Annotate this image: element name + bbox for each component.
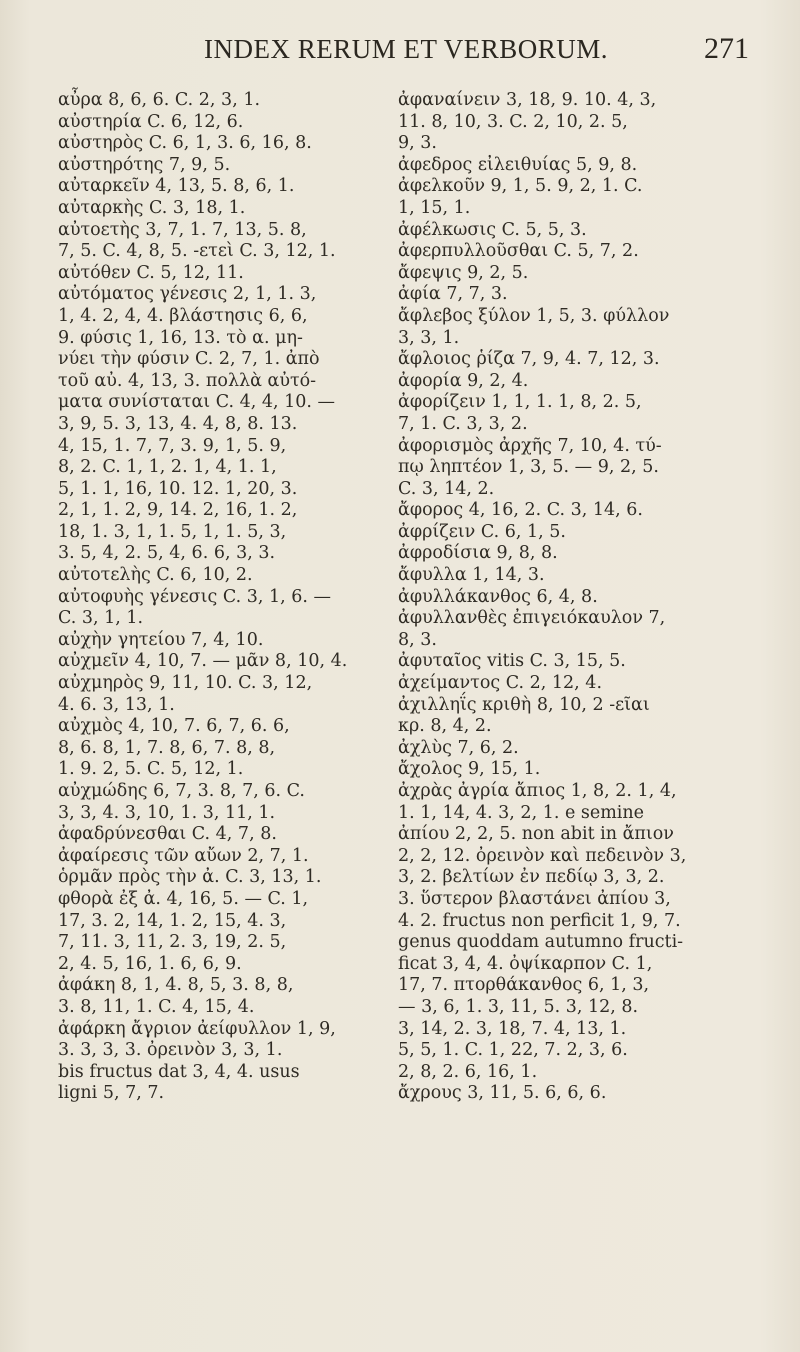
index-line: 7, 1. C. 3, 3, 2. [398, 413, 528, 434]
index-line: αὐχμηρὸς 9, 11, 10. C. 3, 12, [58, 673, 313, 694]
index-line: — 3, 6, 1. 3, 11, 5. 3, 12, 8. [398, 996, 639, 1017]
index-line: 4. 2. fructus non perficit 1, 9, 7. [398, 910, 681, 931]
index-line: C. 3, 14, 2. [398, 478, 495, 499]
index-line: 3. ὕστερον βλαστάνει ἀπίου 3, [398, 888, 671, 909]
index-line: ἄφλεβος ξύλον 1, 5, 3. φύλλον [398, 305, 670, 326]
page-number: 271 [704, 32, 749, 65]
index-line: ματα συνίσταται C. 4, 4, 10. — [58, 392, 336, 413]
index-line: 1. 1, 14, 4. 3, 2, 1. e semine [398, 802, 645, 823]
index-line: C. 3, 1, 1. [58, 608, 144, 629]
index-line: 8, 6. 8, 1, 7. 8, 6, 7. 8, 8, [58, 737, 276, 758]
index-line: ἀφελκοῦν 9, 1, 5. 9, 2, 1. C. [398, 176, 643, 197]
index-line: ἄχρους 3, 11, 5. 6, 6, 6. [398, 1083, 607, 1104]
index-line: 4, 15, 1. 7, 7, 3. 9, 1, 5. 9, [58, 435, 287, 456]
index-line: ἀφροδίσια 9, 8, 8. [398, 543, 558, 564]
index-line: 1. 9. 2, 5. C. 5, 12, 1. [58, 759, 244, 780]
index-line: αὐχμὸς 4, 10, 7. 6, 7, 6. 6, [58, 716, 290, 737]
running-header [0, 30, 800, 70]
index-line: 5, 5, 1. C. 1, 22, 7. 2, 3, 6. [398, 1040, 628, 1061]
index-line: ἀφορία 9, 2, 4. [398, 370, 529, 391]
index-line: ἄχολος 9, 15, 1. [398, 759, 541, 780]
index-line: ἀφυλλάκανθος 6, 4, 8. [398, 586, 598, 607]
index-line: ἀφυλλανθὲς ἐπιγειόκαυλον 7, [398, 608, 666, 629]
index-line: αὐταρκεῖν 4, 13, 5. 8, 6, 1. [58, 176, 295, 197]
index-line: αὐστηρότης 7, 9, 5. [58, 154, 231, 175]
index-line: κρ. 8, 4, 2. [398, 716, 492, 737]
index-line: 3. 5, 4, 2. 5, 4, 6. 6, 3, 3. [58, 543, 276, 564]
index-line: ἀφυταῖος vitis C. 3, 15, 5. [398, 651, 626, 672]
index-line: 4. 6. 3, 13, 1. [58, 694, 175, 715]
index-line: 3, 2. βελτίων ἐν πεδίῳ 3, 3, 2. [398, 867, 665, 888]
index-line: 2, 4. 5, 16, 1. 6, 6, 9. [58, 953, 242, 974]
index-line: ἀφρίζειν C. 6, 1, 5. [398, 521, 566, 542]
index-line: 1, 4. 2, 4, 4. βλάστησις 6, 6, [58, 305, 308, 326]
index-line: 5, 1. 1, 16, 10. 12. 1, 20, 3. [58, 478, 298, 499]
index-line: 3. 8, 11, 1. C. 4, 15, 4. [58, 996, 255, 1017]
index-line: ἀφάκη 8, 1, 4. 8, 5, 3. 8, 8, [58, 975, 294, 996]
index-line: αὐχμεῖν 4, 10, 7. — μᾶν 8, 10, 4. [58, 651, 348, 672]
index-column-right [398, 90, 758, 1105]
index-line: ἀφέλκωσις C. 5, 5, 3. [398, 219, 587, 240]
index-line: αὐτοετὴς 3, 7, 1. 7, 13, 5. 8, [58, 219, 307, 240]
index-line: 3, 3, 4. 3, 10, 1. 3, 11, 1. [58, 802, 276, 823]
index-line: νύει τὴν φύσιν C. 2, 7, 1. ἀπὸ [58, 349, 320, 370]
index-line: ἀχρὰς ἀγρία ἄπιος 1, 8, 2. 1, 4, [398, 781, 677, 801]
index-line: πῳ ληπτέον 1, 3, 5. — 9, 2, 5. [398, 457, 659, 478]
index-line: τοῦ αὐ. 4, 13, 3. πολλὰ αὐτό- [58, 370, 317, 391]
index-line: αὐχὴν γητείου 7, 4, 10. [58, 629, 264, 650]
index-line: 3, 14, 2. 3, 18, 7. 4, 13, 1. [398, 1018, 627, 1039]
index-line: αὐχμώδης 6, 7, 3. 8, 7, 6. C. [58, 781, 305, 801]
index-line: 7, 5. C. 4, 8, 5. -ετεὶ C. 3, 12, 1. [58, 241, 336, 262]
index-line: ἀχιλληΐς κριθὴ 8, 10, 2 -εῖαι [398, 694, 650, 715]
index-line: 3, 9, 5. 3, 13, 4. 4, 8, 8. 13. [58, 413, 298, 434]
index-line: 17, 3. 2, 14, 1. 2, 15, 4. 3, [58, 910, 287, 931]
index-line: 9, 3. [398, 133, 437, 154]
index-line: αὖρα 8, 6, 6. C. 2, 3, 1. [58, 90, 261, 110]
index-line: ἄφορος 4, 16, 2. C. 3, 14, 6. [398, 500, 643, 521]
index-line: 7, 11. 3, 11, 2. 3, 19, 2. 5, [58, 932, 287, 953]
index-line: genus quoddam autumno fructi- [398, 932, 684, 953]
index-line: 2, 8, 2. 6, 16, 1. [398, 1061, 538, 1082]
index-line: ἀφάρκη ἄγριον ἀείφυλλον 1, 9, [58, 1018, 336, 1039]
index-line: αὐταρκὴς C. 3, 18, 1. [58, 197, 246, 218]
index-line: ἀφαδρύνεσθαι C. 4, 7, 8. [58, 824, 277, 845]
index-line: 3, 3, 1. [398, 327, 460, 348]
index-line: 3. 3, 3, 3. ὀρεινὸν 3, 3, 1. [58, 1040, 283, 1061]
index-line: 17, 7. πτορθάκανθος 6, 1, 3, [398, 975, 650, 996]
index-line: αὐστηρία C. 6, 12, 6. [58, 111, 244, 132]
index-line: ἀφερπυλλοῦσθαι C. 5, 7, 2. [398, 241, 639, 262]
index-line: ἀφαίρεσις τῶν αὔων 2, 7, 1. [58, 845, 309, 866]
index-line: αὐτοφυὴς γένεσις C. 3, 1, 6. — [58, 586, 331, 607]
index-line: ἄφεψις 9, 2, 5. [398, 262, 529, 283]
index-line: αὐστηρὸς C. 6, 1, 3. 6, 16, 8. [58, 133, 312, 154]
index-line: αὐτοτελὴς C. 6, 10, 2. [58, 565, 253, 586]
index-line: ἀφαναίνειν 3, 18, 9. 10. 4, 3, [398, 90, 657, 110]
index-line: ἄφυλλα 1, 14, 3. [398, 565, 545, 586]
index-line: bis fructus dat 3, 4, 4. usus [58, 1061, 300, 1082]
index-line: ἀφορίζειν 1, 1, 1. 1, 8, 2. 5, [398, 392, 642, 413]
index-line: ἀχείμαντος C. 2, 12, 4. [398, 673, 603, 694]
index-line: 18, 1. 3, 1, 1. 5, 1, 1. 5, 3, [58, 521, 287, 542]
index-line: ligni 5, 7, 7. [58, 1083, 165, 1104]
index-line: ἀφορισμὸς ἀρχῆς 7, 10, 4. τύ- [398, 435, 662, 456]
index-line: 9. φύσις 1, 16, 13. τὸ α. μη- [58, 327, 303, 348]
running-title: INDEX RERUM ET VERBORUM. [204, 34, 609, 64]
index-line: 2, 1, 1. 2, 9, 14. 2, 16, 1. 2, [58, 500, 298, 521]
index-line: ὁρμᾶν πρὸς τὴν ἀ. C. 3, 13, 1. [58, 867, 322, 888]
index-line: 8, 3. [398, 629, 437, 650]
index-line: ἀφεδρος εἰλειθυίας 5, 9, 8. [398, 154, 638, 175]
index-line: ἀπίου 2, 2, 5. non abit in ἄπιον [398, 824, 674, 845]
index-line: 2, 2, 12. ὀρεινὸν καὶ πεδεινὸν 3, [398, 845, 687, 866]
index-line: ficat 3, 4, 4. ὀψίκαρπον C. 1, [398, 953, 653, 974]
index-line: 8, 2. C. 1, 1, 2. 1, 4, 1. 1, [58, 457, 277, 478]
index-line: 1, 15, 1. [398, 197, 471, 218]
index-line: φθορὰ ἐξ ἀ. 4, 16, 5. — C. 1, [58, 888, 309, 909]
index-line: ἀχλὺς 7, 6, 2. [398, 737, 519, 758]
index-line: αὐτόθεν C. 5, 12, 11. [58, 262, 244, 283]
index-line: αὐτόματος γένεσις 2, 1, 1. 3, [58, 284, 317, 305]
index-line: ἀφία 7, 7, 3. [398, 284, 508, 305]
index-column-left [58, 90, 368, 1105]
index-line: ἄφλοιος ῥίζα 7, 9, 4. 7, 12, 3. [398, 349, 660, 370]
index-line: 11. 8, 10, 3. C. 2, 10, 2. 5, [398, 111, 628, 132]
